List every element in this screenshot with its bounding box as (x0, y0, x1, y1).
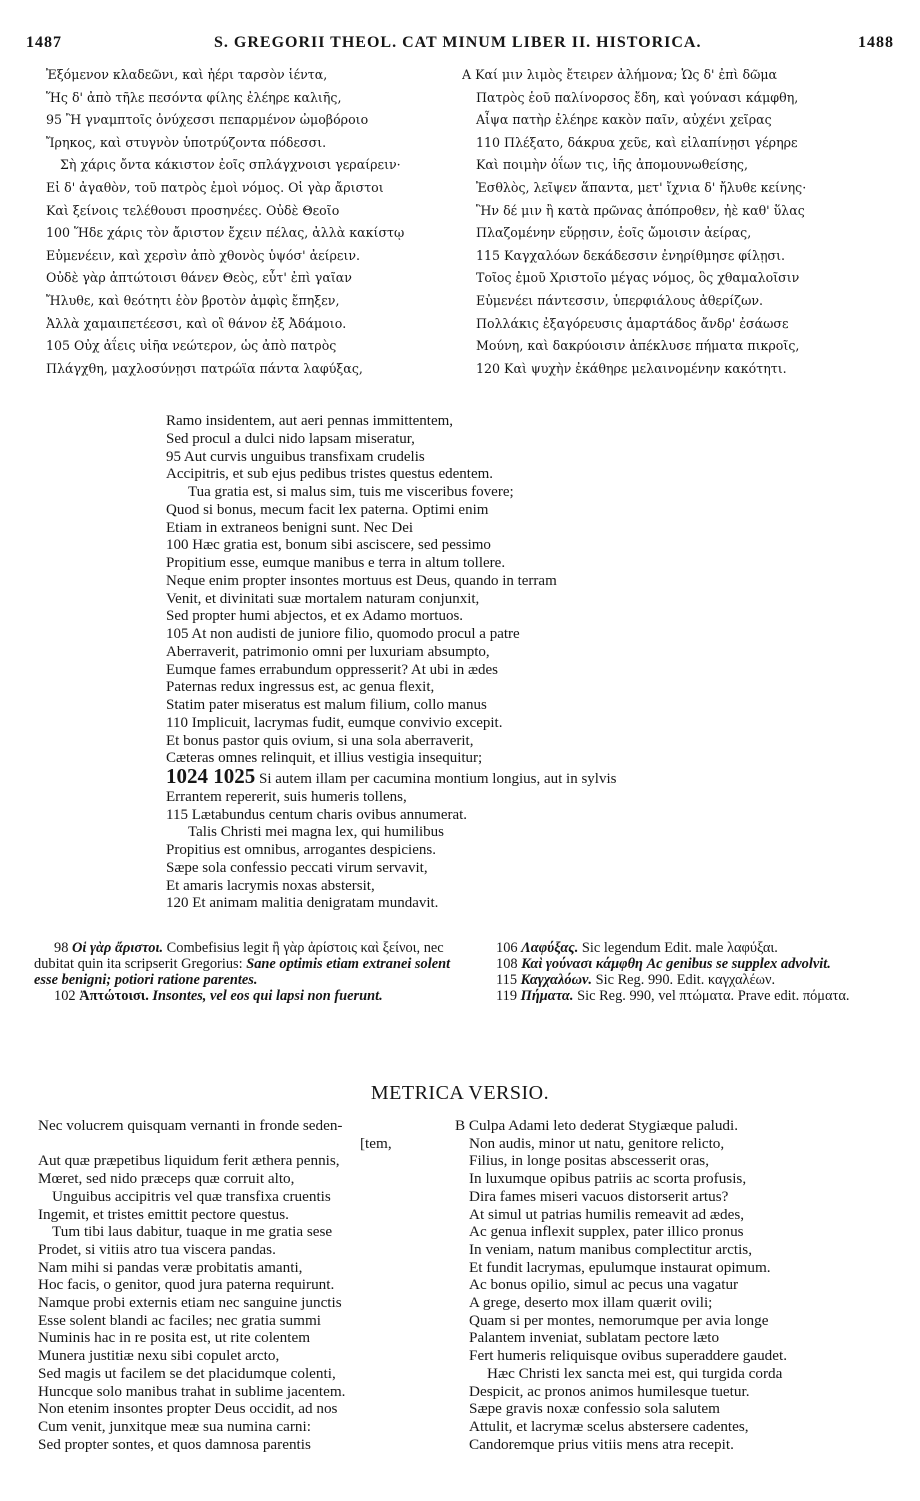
metrica-verse: Despicit, ac pronos animos humilesque tuetur. (469, 1382, 750, 1400)
metrica-verse: Quam si per montes, nemorumque per avia longe (469, 1311, 769, 1329)
metrica-verse: Aut quæ præpetibus liquidum ferit æthera pennis, (38, 1152, 340, 1170)
greek-verse: Τοῖος ἐμοῦ Χριστοῖο μέγας νόμος, ὃς χθαμαλοῖσιν (476, 270, 800, 286)
metrica-verse: Mœret, sed nido præceps quæ corruit alto, (38, 1170, 295, 1188)
metrica-verse: Ac genua inflexit supplex, pater illico pronus (469, 1223, 744, 1241)
latin-verse: Et bonus pastor quis ovium, si una sola aberraverit, (166, 732, 474, 749)
latin-verse: Statim pater miseratus est malum filium, collo manus (166, 697, 487, 713)
greek-verse: Ἴρηκος, καὶ στυγνὸν ὑποτρύζοντα πόδεσσι. (46, 134, 327, 150)
metrica-verse: Filius, in longe positas abscesserit oras, (469, 1152, 710, 1170)
metrica-verse: Sed magis ut facilem se det placidumque colenti, (38, 1364, 336, 1382)
greek-verse: 95 Ἢ γναμπτοῖς ὀνύχεσσι πεπαρμένον ὠμοβόροιο (46, 112, 369, 128)
latin-verse: Ramo insidentem, aut aeri pennas immittentem, (166, 413, 454, 429)
latin-verse: Errantem repererit, suis humeris tollens, (166, 788, 407, 805)
latin-verse: 95 Aut curvis unguibus transfixam crudelis (166, 448, 425, 465)
metrica-verse: Unguibus accipitris vel quæ transfixa cruentis (52, 1187, 331, 1205)
greek-verse: Εὐμενέειν, καὶ χερσὶν ἀπὸ χθονὸς ὑψόσ' ἀείρειν. (46, 247, 361, 263)
metrica-verse: In luxumque opibus patriis ac scorta profusis, (469, 1170, 747, 1188)
latin-verse: 105 At non audisti de juniore filio, quomodo procul a patre (166, 626, 520, 642)
greek-verse: 105 Οὐχ ἀΐεις υἱῆα νεώτερον, ὡς ἀπὸ πατρὸς (46, 338, 337, 354)
greek-verse: 100 Ἥδε χάρις τὸν ἄριστον ἔχειν πέλας, ἀλλὰ κακίστῳ (46, 225, 405, 241)
greek-verse: 110 Πλέξατο, δάκρυα χεῦε, καὶ εἰλαπίνῃσι γέρηρε (476, 134, 798, 150)
latin-translation (166, 413, 816, 913)
latin-verse: Paternas redux ingressus est, ac genua flexit, (166, 679, 435, 696)
greek-verse: Οὐδὲ γὰρ ἀπτώτοισι θάνεν Θεὸς, εὖτ' ἐπὶ γαῖαν (46, 270, 352, 286)
metrica-verse: Dira fames miseri vacuos distorserit artus? (469, 1187, 729, 1205)
metrica-verse: Fert humeris reliquisque ovibus superaddere gaudet. (469, 1347, 788, 1365)
latin-verse: Neque enim propter insontes mortuus est Deus, quando in terram (166, 572, 557, 589)
greek-verse: 120 Καὶ ψυχὴν ἐκάθηρε μελαινομένην κακότητι. (476, 360, 787, 376)
greek-verse: 115 Καγχαλόων δεκάδεσσιν ἐνηρίθμησε φίλῃσι. (476, 247, 786, 263)
greek-verse: Ἣν δέ μιν ἢ κατὰ πρῶνας ἀπόπροθεν, ἠὲ καθ' ὕλας (476, 202, 805, 218)
column-marker: 1024 1025 (166, 768, 256, 788)
greek-verse: A Καί μιν λιμὸς ἔτειρεν ἀλήμονα; Ὡς δ' ἐπὶ δῶμα (462, 67, 778, 82)
latin-verse: Accipitris, et sub ejus pedibus tristes questus edentem. (166, 466, 494, 483)
latin-verse: 120 Et animam malitia denigratam mundavit. (166, 895, 439, 912)
footnotes-right (476, 940, 896, 1004)
metrica-verse: Hæc Christi lex sancta mei est, qui turgida corda (487, 1364, 783, 1382)
latin-verse: Si autem illam per cacumina montium longius, aut in sylvis (259, 771, 617, 787)
metrica-verse: Non audis, minor ut natu, genitore relicto, (469, 1134, 725, 1152)
greek-verse: Ἀλλὰ χαμαιπετέεσσι, καὶ οἳ θάνον ἐξ Ἀδάμοιο. (46, 315, 347, 331)
metrica-verse-continuation: [tem, (360, 1134, 392, 1152)
greek-verse: Πλαζομένην εὕρῃσιν, ἑοῖς ὤμοισιν ἀείρας, (476, 225, 752, 241)
greek-verse: Πατρὸς ἑοῦ παλίνορσος ἔδη, καὶ γούνασι κάμφθη, (476, 89, 799, 105)
metrica-verse: Cum venit, junxitque meæ sua numina carni: (38, 1417, 311, 1435)
running-title: S. GREGORII THEOL. CAT MINUM LIBER II. HISTORICA. (214, 34, 702, 51)
metrica-verse: Nec volucrem quisquam vernanti in fronde seden- (38, 1117, 343, 1134)
metrica-verse: Tum tibi laus dabitur, tuaque in me gratia sese (52, 1223, 333, 1241)
latin-verse: Propitium esse, eumque manibus e terra in altum tollere. (166, 555, 506, 571)
footnote: 106 Λαφύξας. Sic legendum Edit. male λαφύξαι. (496, 940, 778, 956)
greek-verse: Ἥς δ' ἀπὸ τῆλε πεσόντα φίλης ἐλέηρε καλιῆς, (46, 89, 342, 105)
latin-verse: Propitius est omnibus, arrogantes despiciens. (166, 842, 436, 858)
page-number-right: 1488 (858, 34, 894, 51)
metrica-verse: Prodet, si vitiis atro tua viscera pandas. (38, 1240, 276, 1258)
latin-verse: Aberraverit, patrimonio omni per luxuriam absumpto, (166, 643, 490, 660)
latin-verse: Venit, et divinitati suæ mortalem naturam conjunxit, (166, 590, 480, 607)
footnote: 102 Ἀπτώτοισι. Insontes, vel eos qui lapsi non fuerunt. (54, 988, 383, 1004)
footnote: 119 Πήματα. Sic Reg. 990, vel πτώματα. Prave edit. πόματα. (496, 988, 850, 1004)
latin-verse: Talis Christi mei magna lex, qui humilibus (188, 824, 445, 841)
latin-verse: Sed propter humi abjectos, et ex Adamo mortuos. (166, 608, 464, 625)
metrica-left-column (38, 1117, 456, 1453)
metrica-verse: Et fundit lacrymas, epulumque instaurat opimum. (469, 1258, 771, 1276)
metrica-verse: Munera justitiæ nexu sibi copulet arcto, (38, 1347, 280, 1365)
metrica-verse: B Culpa Adami leto dederat Stygiæque paludi. (455, 1117, 739, 1134)
greek-left-column (46, 64, 466, 380)
metrica-verse: Sed propter sontes, et quos damnosa parentis (38, 1435, 311, 1453)
metrica-right-column (455, 1117, 895, 1453)
latin-verse: Tua gratia est, si malus sim, tuis me visceribus fovere; (188, 484, 514, 500)
metrica-verse: Palantem inveniat, sublatam pectore læto (469, 1329, 720, 1347)
greek-verse: Ἐσθλὸς, λεῖψεν ἅπαντα, μετ' ἴχνια δ' ἤλυθε κείνης· (476, 179, 807, 195)
footnote: 98 Οἱ γὰρ ἄριστοι. Combefisius legit ἢ γὰρ ἀρίστοις καὶ ξείνοι, nec dubitat quin ita scripserit Gregorius: Sane optimis etiam extranei solent esse benigni; potiori ratione parentes. (34, 940, 451, 988)
greek-verse: Εὐμενέει πάντεσσιν, ὑπερφιάλους ἀθερίζων. (476, 292, 764, 308)
greek-verse: Ἤλυθε, καὶ θεότητι ἑὸν βροτὸν ἀμφὶς ἔπηξεν, (46, 292, 340, 308)
footnote: 108 Καὶ γούνασι κάμφθη Ac genibus se supplex advolvit. (496, 956, 831, 972)
greek-verse: Πολλάκις ἐξαγόρευσις ἁμαρτάδος ἄνδρ' ἐσάωσε (476, 315, 789, 331)
latin-verse: Quod si bonus, mecum facit lex paterna. Optimi enim (166, 501, 489, 518)
greek-verse: Ἐξόμενον κλαδεῶνι, καὶ ἠέρι ταρσὸν ἱέντα, (46, 67, 328, 82)
metrica-verse: Attulit, et lacrymæ scelus abstersere cadentes, (469, 1417, 749, 1435)
metrica-verse: Ingemit, et tristes emittit pectore questus. (38, 1205, 289, 1223)
latin-verse: 100 Hæc gratia est, bonum sibi asciscere, sed pessimo (166, 537, 491, 554)
latin-verse: Sed procul a dulci nido lapsam miseratur, (166, 430, 415, 447)
page-number-left: 1487 (26, 34, 62, 51)
metrica-verse: Namque probi externis etiam nec sanguine junctis (38, 1294, 342, 1312)
greek-verse: Πλάγχθη, μαχλοσύνῃσι πατρώϊα πάντα λαφύξας, (46, 360, 363, 376)
footnotes-left (34, 940, 454, 1004)
metrica-verse: Nam mihi si pandas veræ probitatis amanti, (38, 1258, 303, 1276)
latin-verse: Eumque fames errabundum oppresserit? At ubi in ædes (166, 661, 499, 678)
latin-verse-with-marker (166, 768, 816, 789)
latin-verse: Etiam in extraneos benigni sunt. Nec Dei (166, 519, 414, 536)
metrica-verse: Hoc facis, o genitor, quod jura paterna requirunt. (38, 1276, 335, 1294)
greek-verse: Σὴ χάρις ὄντα κάκιστον ἐοῖς σπλάγχνοισι γεραίρειν· (60, 157, 401, 173)
running-header (26, 34, 894, 54)
latin-verse: 110 Implicuit, lacrymas fudit, eumque convivio excepit. (166, 714, 503, 731)
latin-verse: Sæpe sola confessio peccati virum servavit, (166, 859, 428, 876)
greek-verse: Εἰ δ' ἀγαθὸν, τοῦ πατρὸς ἐμοὶ νόμος. Οἱ γὰρ ἄριστοι (46, 179, 384, 195)
metrica-verse: Ac bonus opilio, simul ac pecus una vagatur (469, 1276, 739, 1294)
metrica-verse: Sæpe gravis noxæ confessio sola salutem (469, 1400, 720, 1418)
greek-verse: Μούνη, καὶ δακρύοισιν ἀπέκλυσε πήματα πικροῖς, (476, 338, 800, 354)
metrica-verse: At simul ut patrias humilis remeavit ad ædes, (469, 1205, 745, 1223)
latin-verse: Et amaris lacrymis noxas abstersit, (166, 877, 375, 894)
metrica-verse: Numinis hac in re posita est, ut rite colentem (38, 1329, 311, 1347)
metrica-verse: Candoremque prius vitiis mens atra recepit. (469, 1435, 734, 1453)
latin-verse: 115 Lætabundus centum charis ovibus annumerat. (166, 806, 468, 823)
metrica-verse: Non etenim insontes propter Deus occidit, ad nos (38, 1400, 338, 1418)
metrica-verse: Huncque solo manibus trahat in sublime jacentem. (38, 1382, 346, 1400)
metrica-verse: Esse solent blandi ac faciles; nec gratia summi (38, 1311, 321, 1329)
footnote: 115 Καγχαλόων. Sic Reg. 990. Edit. καγχαλέων. (496, 972, 776, 988)
latin-verse: Cæteras omnes relinquit, et illius vestigia insequitur; (166, 750, 483, 767)
greek-verse: Καὶ ποιμὴν ὀΐων τις, ἰῆς ἀπομουνωθείσης, (476, 157, 748, 173)
metrica-versio-title: METRICA VERSIO. (370, 1082, 550, 1104)
metrica-verse: A grege, deserto mox illam quærit ovili; (469, 1294, 713, 1312)
greek-verse: Καὶ ξείνοις τελέθουσι προσηνέες. Οὐδὲ Θεοῖο (46, 202, 340, 218)
greek-verse: Αἶψα πατὴρ ἐλέηρε κακὸν παῖν, αὐχένι χεῖρας (476, 112, 772, 128)
metrica-verse: In veniam, natum manibus complectitur arctis, (469, 1240, 753, 1258)
greek-right-column (462, 64, 892, 380)
